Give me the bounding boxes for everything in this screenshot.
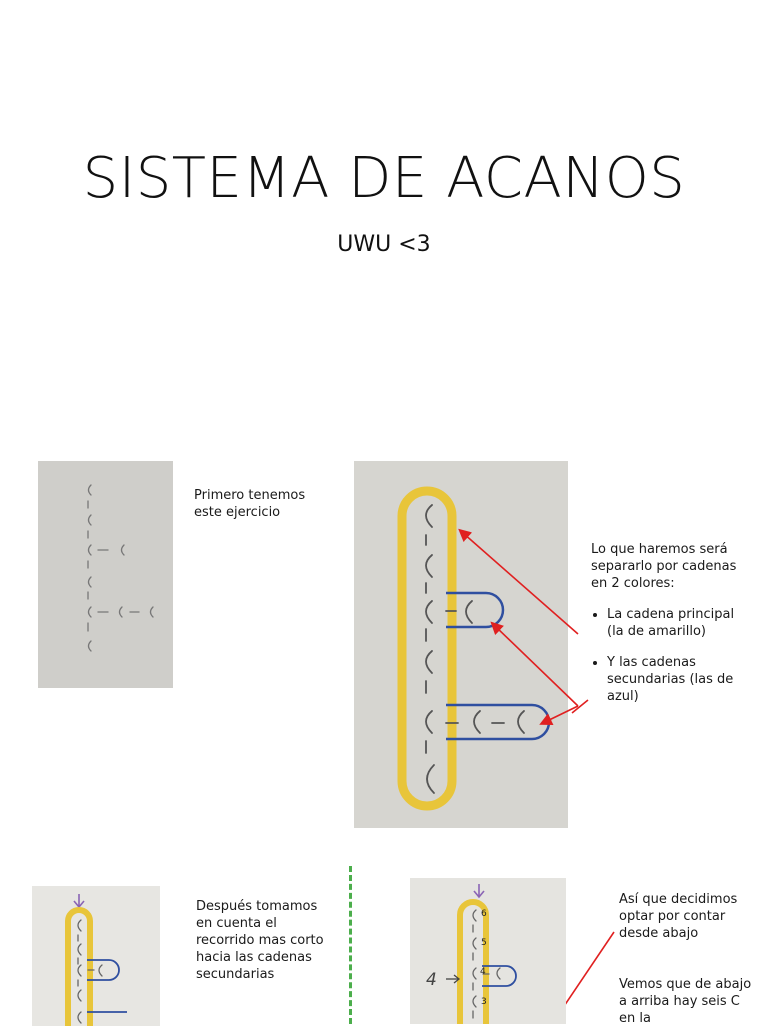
method-note: [591, 541, 741, 719]
bullet-secondary-chains: • Y las cadenas secundarias (las de azul): [607, 654, 741, 705]
page-subtitle: UWU <3: [337, 232, 431, 257]
chain-bullets: [591, 606, 741, 705]
carbon-number-5: 5: [481, 938, 487, 948]
exercise-note: Primero tenemos este ejercicio: [194, 488, 306, 520]
shortest-path-photo: [32, 886, 160, 1026]
method-intro: Lo que haremos será separarlo por cadenas en 2 colores:: [591, 542, 737, 591]
numbered-chain-photo: [410, 878, 566, 1024]
carbon-number-4: 4: [480, 967, 486, 977]
page-title: SISTEMA DE ACANOS: [82, 146, 686, 211]
arrow-main-chain: [463, 533, 578, 634]
slide-divider: [349, 866, 352, 1024]
counting-note: [619, 891, 759, 1027]
counting-note-a: Así que decidimos optar por contar desde abajo: [619, 892, 738, 941]
arrow-secondary-1: [495, 626, 578, 706]
arrow-secondary-2: [545, 706, 578, 722]
carbon-number-6: 6: [481, 909, 487, 919]
carbon-number-3: 3: [481, 997, 487, 1007]
counting-note-b: Vemos que de abajo a arriba hay seis C en la: [619, 977, 752, 1026]
bullet-main-chain: • La cadena principal (la de amarillo): [607, 606, 741, 640]
arrow-number-label: 4: [426, 970, 437, 990]
shortest-path-note: Después tomamos en cuenta el recorrido mas corto hacia las cadenas secundarias: [196, 899, 324, 982]
